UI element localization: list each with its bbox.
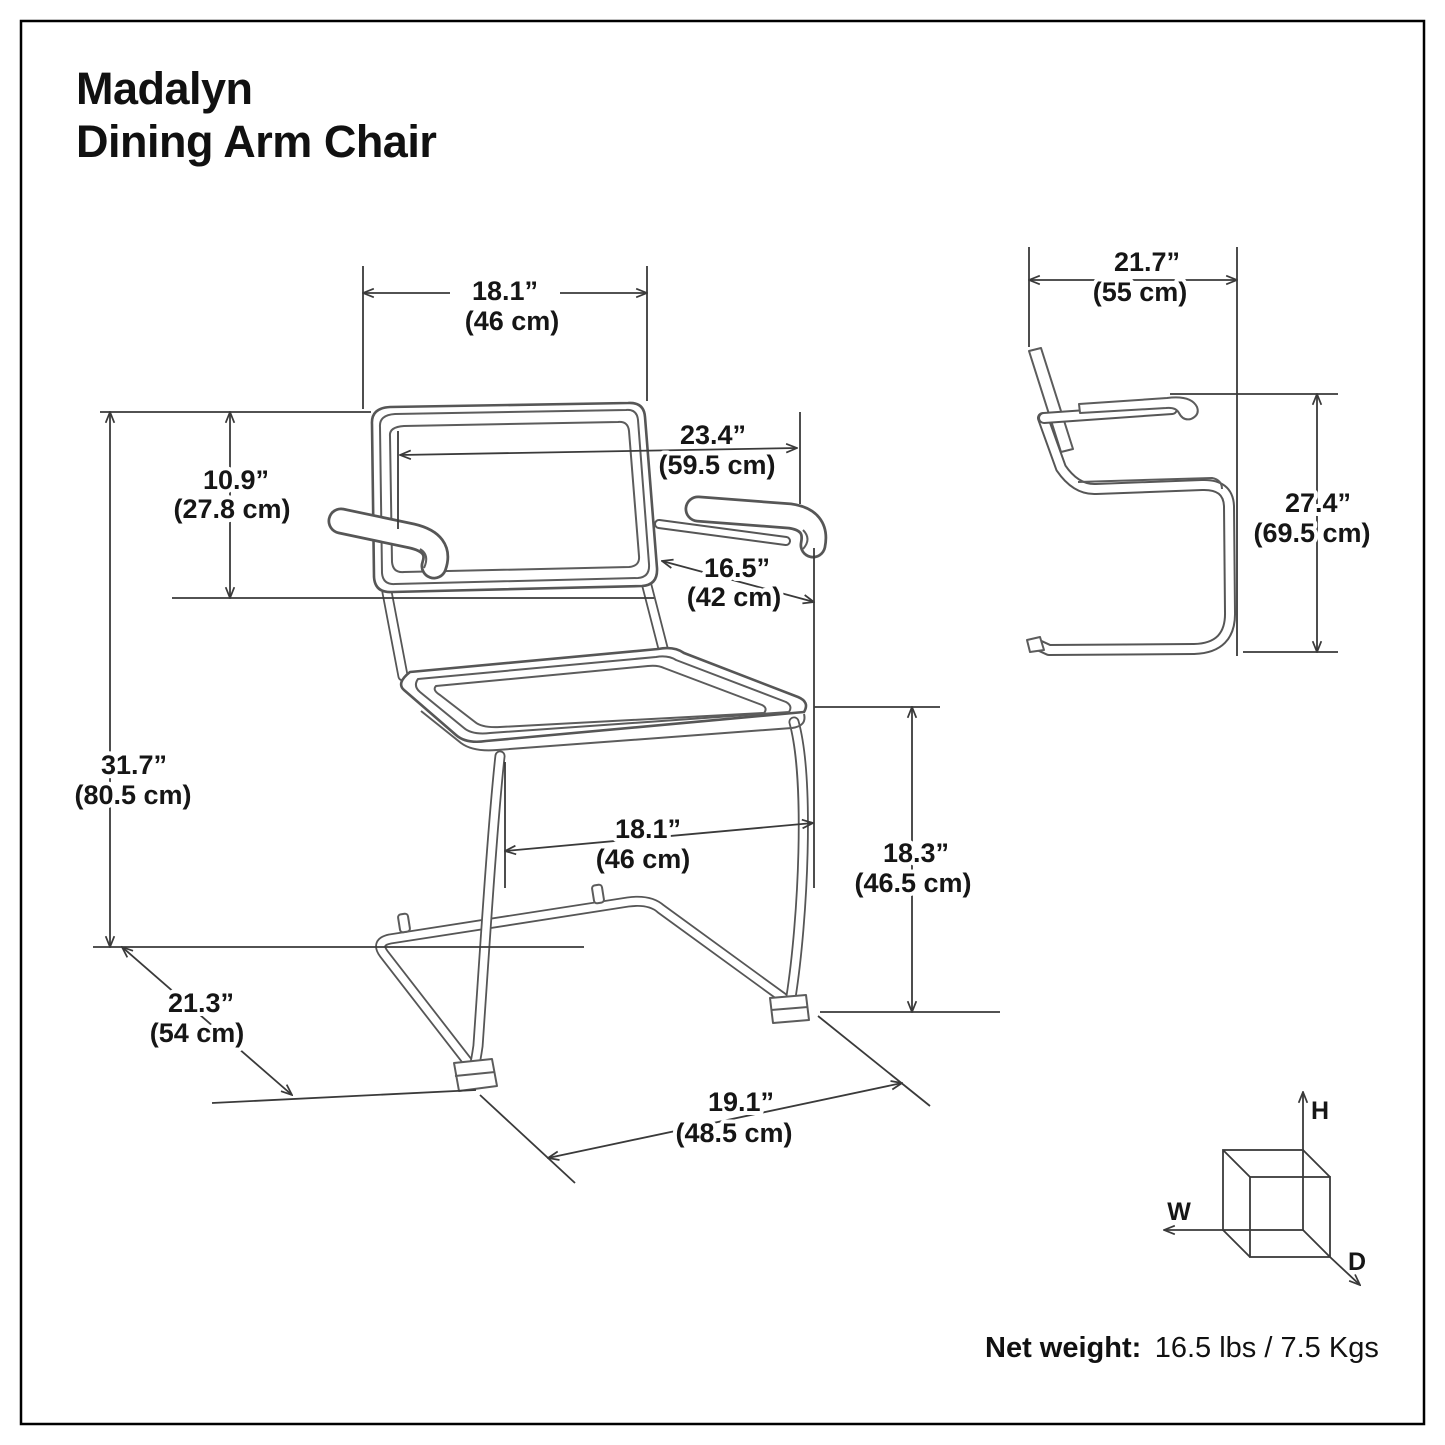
- backrest: [372, 403, 657, 592]
- dim-inches: 31.7”: [100, 750, 168, 780]
- net-weight-value: 16.5 lbs / 7.5 Kgs: [1154, 1332, 1379, 1364]
- base-clip: [398, 913, 411, 932]
- dim-metric: (42 cm): [686, 582, 782, 612]
- dim-metric: (48.5 cm): [675, 1118, 793, 1148]
- dim-inches: 23.4”: [679, 420, 747, 450]
- dimension-back-width: [363, 266, 647, 409]
- svg-text:Net weight: 16.5 lbs / 7: [985, 1332, 1379, 1364]
- dim-inches: 21.7”: [1113, 247, 1181, 277]
- front-legs: [474, 722, 803, 1068]
- dim-inches: 21.3”: [167, 988, 235, 1018]
- dimension-base-depth: [122, 947, 476, 1103]
- seat: [401, 648, 806, 750]
- front-view-drawing: [341, 403, 814, 1091]
- dim-inches: 16.5”: [703, 553, 771, 583]
- axis-indicator-cube: [1164, 1092, 1366, 1285]
- page-border: [21, 21, 1424, 1424]
- depth-axis-label: D: [1347, 1248, 1367, 1276]
- dimension-seat-width: [505, 762, 813, 888]
- dim-metric: (54 cm): [149, 1018, 245, 1048]
- dim-inches: 10.9”: [202, 465, 270, 495]
- dim-inches: 18.1”: [614, 814, 682, 844]
- title-line-1: Madalyn: [76, 63, 253, 114]
- right-armrest: [659, 509, 814, 549]
- dim-inches: 18.1”: [471, 276, 539, 306]
- dimension-base-width: [480, 1016, 930, 1183]
- dimension-seat-height: [814, 707, 1000, 1012]
- dim-metric: (69.5 cm): [1253, 518, 1371, 548]
- width-axis-label: W: [1167, 1198, 1191, 1226]
- height-axis-label: H: [1310, 1097, 1330, 1125]
- net-weight: [985, 1332, 1379, 1364]
- page-title: [76, 63, 436, 167]
- dim-metric: (55 cm): [1092, 277, 1188, 307]
- backrest-frame: [372, 403, 657, 592]
- dim-metric: (80.5 cm): [74, 780, 192, 810]
- dim-metric: (46 cm): [464, 306, 560, 336]
- dim-metric: (46.5 cm): [854, 868, 972, 898]
- dim-inches: 27.4”: [1284, 488, 1352, 518]
- dim-inches: 19.1”: [707, 1087, 775, 1117]
- dim-metric: (59.5 cm): [658, 450, 776, 480]
- dim-metric: (46 cm): [595, 844, 691, 874]
- net-weight-label: Net weight:: [985, 1332, 1142, 1364]
- dim-inches: 18.3”: [882, 838, 950, 868]
- dim-metric: (27.8 cm): [173, 494, 291, 524]
- side-rear-foot: [1027, 637, 1044, 652]
- cantilever-base: [381, 884, 786, 1070]
- foot-glides: [454, 995, 809, 1091]
- dimension-arm-height: [1170, 394, 1371, 652]
- base-clip: [592, 884, 605, 903]
- title-line-2: Dining Arm Chair: [76, 116, 437, 167]
